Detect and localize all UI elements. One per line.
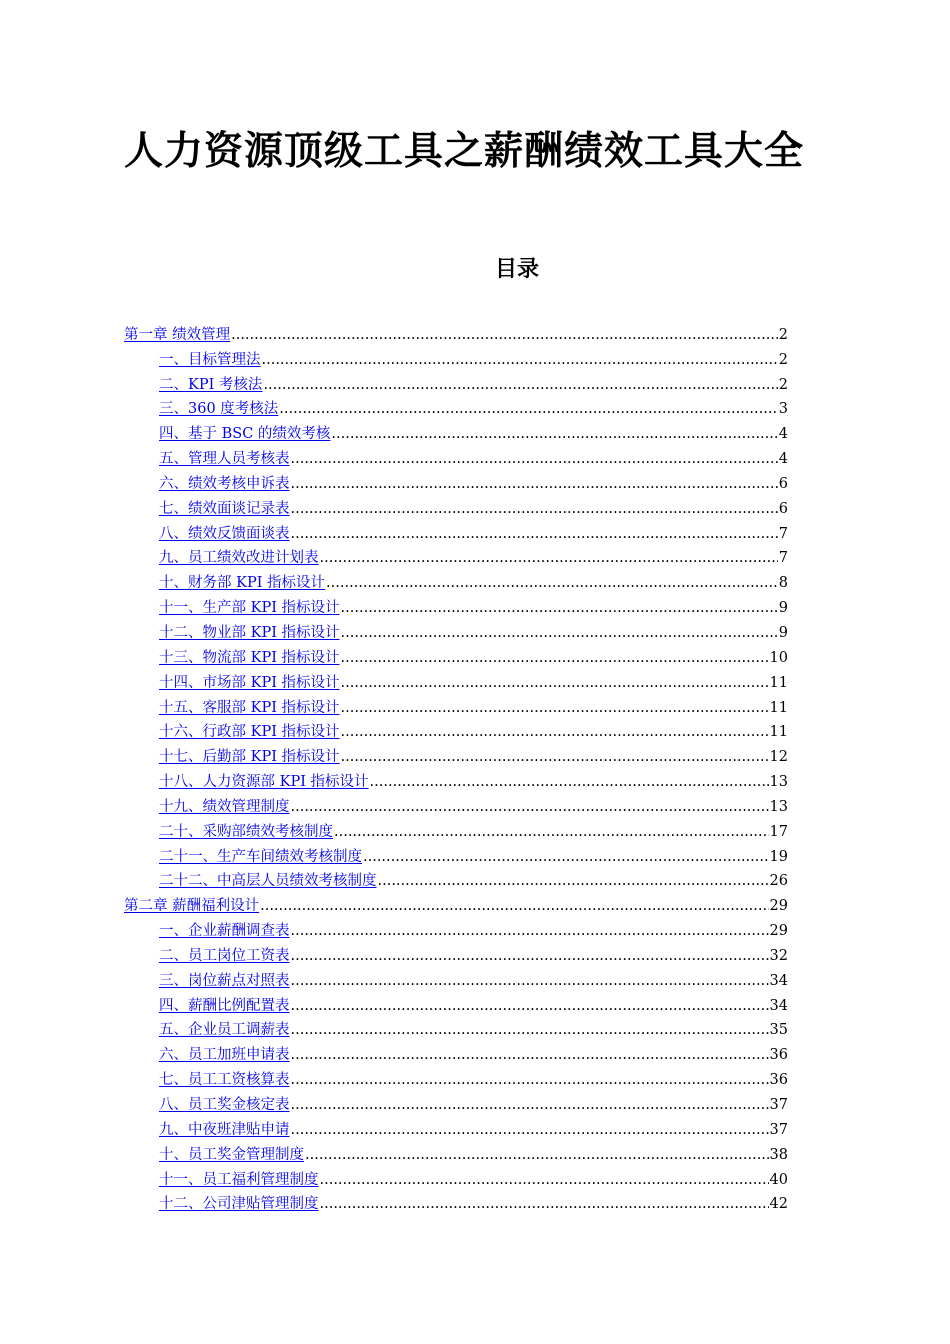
toc-section-entry [124, 1190, 788, 1215]
toc-section-link[interactable]: 二十一、生产车间绩效考核制度 [159, 848, 362, 865]
toc-section-link[interactable]: 二、KPI 考核法 [159, 376, 263, 393]
toc-section-link[interactable]: 九、中夜班津贴申请 [159, 1121, 290, 1138]
toc-page-number: 13 [769, 798, 788, 815]
toc-section-entry [124, 867, 788, 892]
toc-section-link[interactable]: 十七、后勤部 KPI 指标设计 [159, 749, 340, 766]
toc-dot-leader [262, 350, 778, 370]
toc-section-link[interactable]: 二、员工岗位工资表 [159, 947, 290, 964]
toc-dot-leader [341, 623, 778, 643]
toc-page-number: 35 [769, 1022, 788, 1039]
toc-page-number: 11 [769, 724, 788, 741]
toc-section-link[interactable]: 十五、客服部 KPI 指标设计 [159, 699, 340, 716]
toc-dot-leader [291, 996, 769, 1016]
document-title: 人力资源顶级工具之薪酬绩效工具大全 [124, 129, 805, 174]
toc-dot-leader [341, 747, 769, 767]
toc-page-number: 38 [769, 1146, 788, 1163]
toc-page-number: 19 [769, 848, 788, 865]
toc-section-link[interactable]: 八、绩效反馈面谈表 [159, 525, 290, 542]
toc-chapter-link[interactable]: 第二章 薪酬福利设计 [124, 898, 260, 915]
toc-section-link[interactable]: 四、薪酬比例配置表 [159, 997, 290, 1014]
toc-page-number: 2 [778, 326, 788, 343]
toc-page-number: 3 [778, 401, 788, 418]
toc-section-entry [124, 991, 788, 1016]
toc-section-link[interactable]: 十、员工奖金管理制度 [159, 1146, 304, 1163]
toc-dot-leader [320, 1194, 769, 1214]
table-of-contents [124, 320, 788, 1214]
toc-page-number: 37 [769, 1121, 788, 1138]
toc-dot-leader [305, 1145, 769, 1165]
toc-page-number: 9 [778, 600, 788, 617]
toc-page-number: 32 [769, 947, 788, 964]
toc-dot-leader [326, 573, 778, 593]
toc-heading: 目录 [494, 257, 539, 282]
toc-page-number: 34 [769, 972, 788, 989]
toc-section-entry [124, 544, 788, 569]
toc-section-link[interactable]: 十九、绩效管理制度 [159, 798, 290, 815]
toc-page-number: 8 [778, 575, 788, 592]
toc-dot-leader [334, 822, 769, 842]
toc-section-link[interactable]: 七、员工工资核算表 [159, 1072, 290, 1089]
toc-page-number: 36 [769, 1072, 788, 1089]
toc-section-entry [124, 817, 788, 842]
toc-page-number: 6 [778, 475, 788, 492]
toc-dot-leader [320, 548, 778, 568]
toc-page-number: 13 [769, 774, 788, 791]
toc-section-entry [124, 1065, 788, 1090]
toc-page-number: 7 [778, 525, 788, 542]
toc-dot-leader [260, 896, 768, 916]
toc-page-number: 12 [769, 749, 788, 766]
toc-dot-leader [291, 474, 778, 494]
toc-dot-leader [331, 424, 777, 444]
toc-dot-leader [291, 946, 769, 966]
toc-dot-leader [291, 1045, 769, 1065]
toc-section-link[interactable]: 五、管理人员考核表 [159, 451, 290, 468]
toc-section-entry [124, 494, 788, 519]
toc-dot-leader [291, 1070, 769, 1090]
toc-dot-leader [341, 673, 769, 693]
toc-section-link[interactable]: 九、员工绩效改进计划表 [159, 550, 319, 567]
toc-dot-leader [291, 1020, 769, 1040]
toc-section-entry [124, 568, 788, 593]
toc-section-entry [124, 916, 788, 941]
toc-section-link[interactable]: 一、目标管理法 [159, 351, 261, 368]
toc-section-entry [124, 469, 788, 494]
toc-page-number: 2 [778, 376, 788, 393]
toc-page-number: 36 [769, 1047, 788, 1064]
toc-section-entry [124, 1040, 788, 1065]
toc-page-number: 4 [778, 426, 788, 443]
toc-section-link[interactable]: 十一、生产部 KPI 指标设计 [159, 600, 340, 617]
toc-dot-leader [231, 325, 778, 345]
toc-section-entry [124, 345, 788, 370]
toc-dot-leader [378, 871, 769, 891]
toc-page-number: 40 [769, 1171, 788, 1188]
toc-section-entry [124, 941, 788, 966]
toc-page-number: 29 [769, 923, 788, 940]
toc-page-number: 42 [769, 1196, 788, 1213]
toc-dot-leader [363, 847, 769, 867]
toc-section-entry [124, 643, 788, 668]
toc-dot-leader [291, 1095, 769, 1115]
toc-dot-leader [279, 399, 777, 419]
toc-section-link[interactable]: 十二、公司津贴管理制度 [159, 1196, 319, 1213]
toc-section-link[interactable]: 三、岗位薪点对照表 [159, 972, 290, 989]
toc-dot-leader [291, 1120, 769, 1140]
toc-section-entry [124, 693, 788, 718]
toc-chapter-entry [124, 320, 788, 345]
toc-section-link[interactable]: 十三、物流部 KPI 指标设计 [159, 649, 340, 666]
toc-dot-leader [291, 499, 778, 519]
toc-section-entry [124, 1140, 788, 1165]
toc-section-link[interactable]: 六、绩效考核申诉表 [159, 475, 290, 492]
toc-section-entry [124, 519, 788, 544]
toc-page-number: 17 [769, 823, 788, 840]
toc-dot-leader [263, 375, 777, 395]
toc-page-number: 34 [769, 997, 788, 1014]
toc-chapter-link[interactable]: 第一章 绩效管理 [124, 326, 231, 343]
toc-dot-leader [291, 797, 769, 817]
toc-section-entry [124, 618, 788, 643]
toc-section-entry [124, 718, 788, 743]
toc-section-entry [124, 668, 788, 693]
toc-section-link[interactable]: 六、员工加班申请表 [159, 1047, 290, 1064]
toc-dot-leader [341, 598, 778, 618]
toc-section-entry [124, 1165, 788, 1190]
toc-section-link[interactable]: 七、绩效面谈记录表 [159, 500, 290, 517]
toc-dot-leader [341, 698, 769, 718]
toc-section-entry [124, 792, 788, 817]
toc-section-entry [124, 370, 788, 395]
toc-section-link[interactable]: 二十二、中高层人员绩效考核制度 [159, 873, 377, 890]
toc-page-number: 11 [769, 674, 788, 691]
toc-section-link[interactable]: 十六、行政部 KPI 指标设计 [159, 724, 340, 741]
toc-section-entry [124, 1016, 788, 1041]
toc-section-link[interactable]: 十四、市场部 KPI 指标设计 [159, 674, 340, 691]
toc-dot-leader [341, 648, 769, 668]
toc-page-number: 7 [778, 550, 788, 567]
toc-section-link[interactable]: 十一、员工福利管理制度 [159, 1171, 319, 1188]
toc-page-number: 9 [778, 624, 788, 641]
toc-dot-leader [341, 722, 769, 742]
toc-section-link[interactable]: 五、企业员工调薪表 [159, 1022, 290, 1039]
toc-section-entry [124, 966, 788, 991]
toc-section-link[interactable]: 四、基于 BSC 的绩效考核 [159, 426, 331, 443]
toc-section-link[interactable]: 十、财务部 KPI 指标设计 [159, 575, 326, 592]
toc-page-number: 2 [778, 351, 788, 368]
toc-chapter-entry [124, 891, 788, 916]
toc-section-entry [124, 593, 788, 618]
toc-section-entry [124, 767, 788, 792]
toc-dot-leader [370, 772, 769, 792]
toc-page-number: 10 [769, 649, 788, 666]
toc-page-number: 4 [778, 451, 788, 468]
toc-page-number: 26 [769, 873, 788, 890]
toc-section-entry [124, 395, 788, 420]
toc-section-entry [124, 1090, 788, 1115]
toc-page-number: 37 [769, 1097, 788, 1113]
toc-dot-leader [291, 524, 778, 544]
toc-section-link[interactable]: 二十、采购部绩效考核制度 [159, 823, 333, 840]
toc-dot-leader [291, 921, 769, 941]
toc-dot-leader [291, 971, 769, 991]
toc-section-entry [124, 419, 788, 444]
toc-section-entry [124, 444, 788, 469]
toc-section-link[interactable]: 一、企业薪酬调查表 [159, 923, 290, 940]
toc-section-link[interactable]: 十八、人力资源部 KPI 指标设计 [159, 774, 369, 791]
toc-page-number: 6 [778, 500, 788, 517]
toc-section-entry [124, 1115, 788, 1140]
toc-dot-leader [291, 449, 778, 469]
toc-page-number: 29 [769, 898, 788, 915]
toc-section-entry [124, 742, 788, 767]
toc-dot-leader [320, 1170, 769, 1190]
toc-section-link[interactable]: 八、员工奖金核定表 [159, 1097, 290, 1113]
toc-section-link[interactable]: 十二、物业部 KPI 指标设计 [159, 624, 340, 641]
toc-section-link[interactable]: 三、360 度考核法 [159, 401, 279, 418]
toc-section-entry [124, 842, 788, 867]
toc-page-number: 11 [769, 699, 788, 716]
